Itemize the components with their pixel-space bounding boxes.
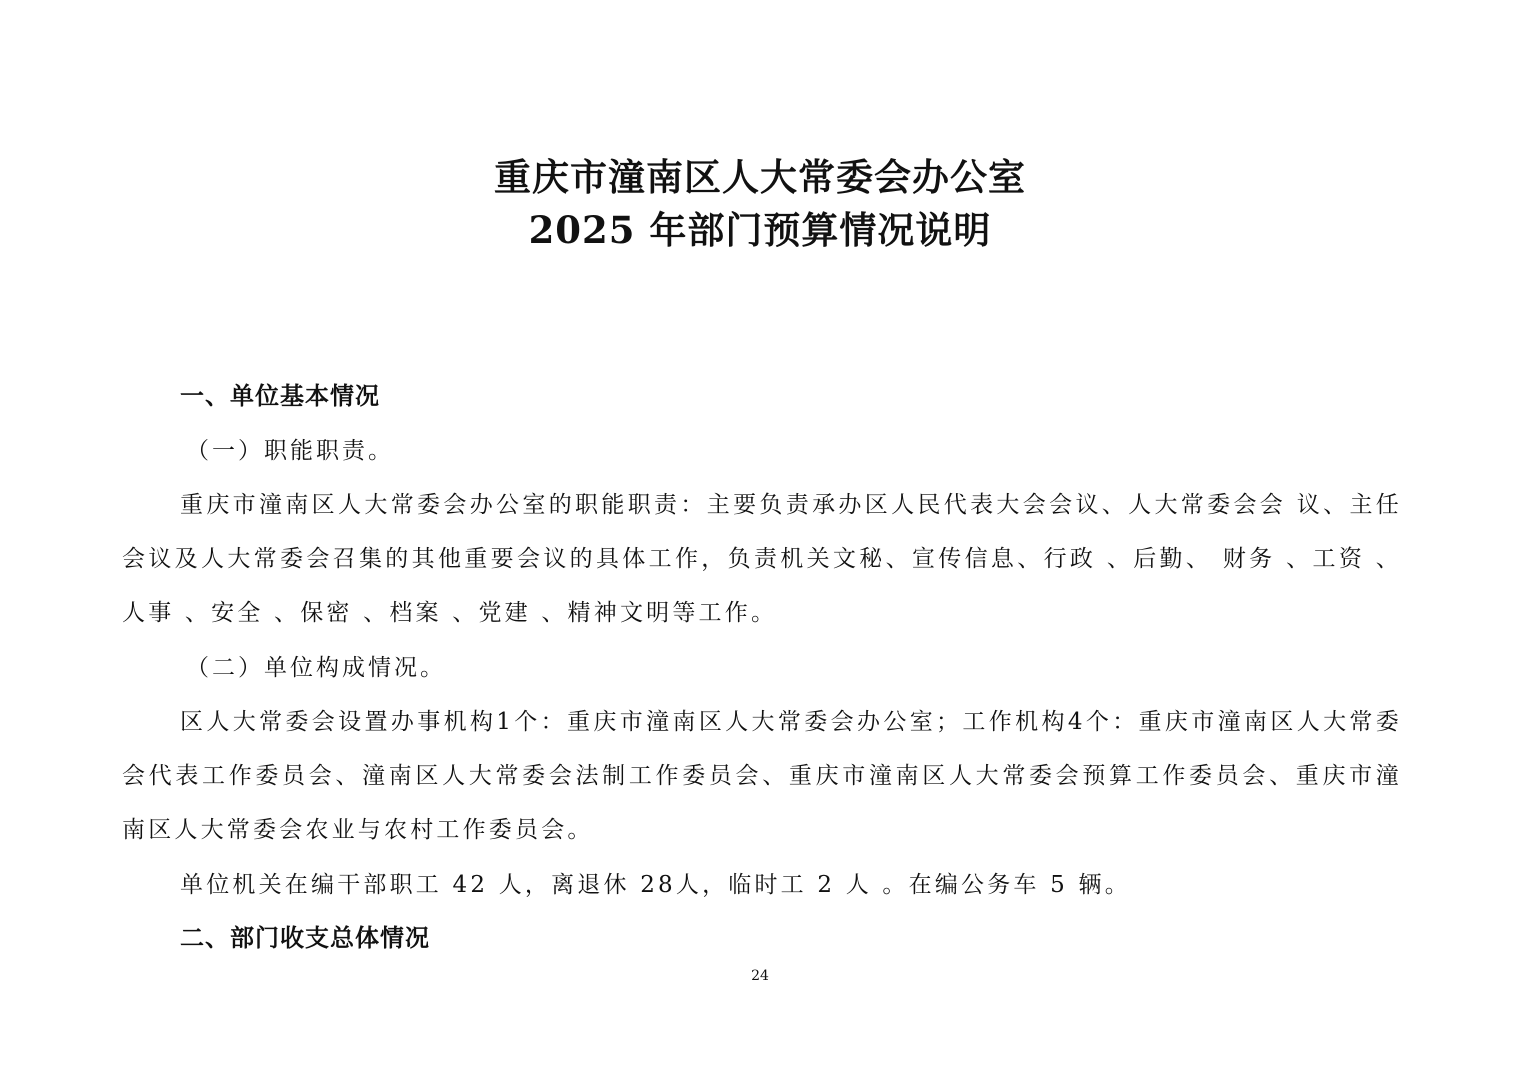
section-heading-basic-info: 一、单位基本情况 <box>180 382 380 410</box>
subheading-duties: （一）职能职责。 <box>186 438 394 464</box>
page-number: 24 <box>751 968 769 984</box>
document-title-line2: 2025 年部门预算情况说明 <box>528 208 992 252</box>
section-heading-budget-overview: 二、部门收支总体情况 <box>180 924 430 952</box>
subheading-composition: （二）单位构成情况。 <box>186 655 446 681</box>
paragraph-composition: 区人大常委会设置办事机构1个：重庆市潼南区人大常委会办公室；工作机构4个：重庆市潼南区人大常委会代表工作委员会、潼南区人大常委会法制工作委员会、重庆市潼南区人大常委会预算工作委员会、重庆市潼南区人大常委会农业与农村工作委员会。 <box>122 709 1402 843</box>
paragraph-duties: 重庆市潼南区人大常委会办公室的职能职责：主要负责承办区人民代表大会会议、人大常委会会 议、主任会议及人大常委会召集的其他重要会议的具体工作，负责机关文秘、宣传信息、行政 、后勤、 财务 、工资 、人事 、安全 、保密 、档案 、党建 、精神文明等工作。 <box>122 492 1402 626</box>
paragraph-staffing: 单位机关在编干部职工 42 人，离退休 28人，临时工 2 人 。在编公务车 5 辆。 <box>180 872 1131 898</box>
document-title-line1: 重庆市潼南区人大常委会办公室 <box>494 155 1026 199</box>
